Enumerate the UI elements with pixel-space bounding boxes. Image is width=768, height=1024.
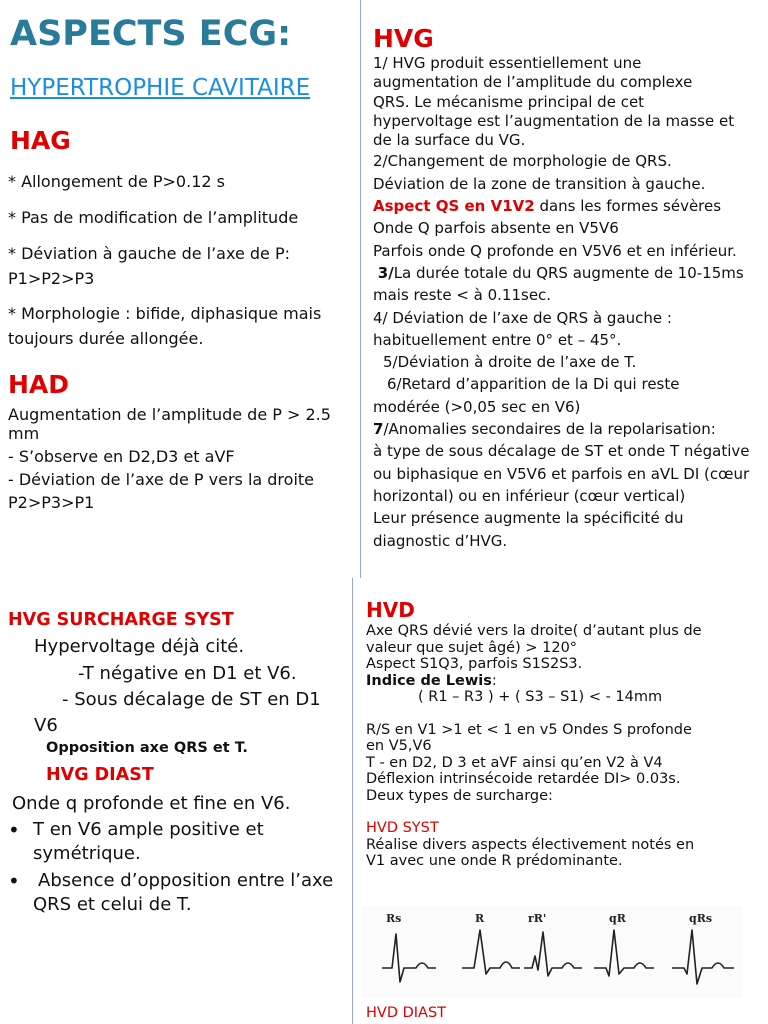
hvg-line: diagnostic d’HVG. [373, 531, 508, 550]
hvd-syst-heading: HVD SYST [366, 820, 439, 836]
hvg-line: 2/Changement de morphologie de QRS. [373, 152, 672, 171]
hvg-qs-aspect: Aspect QS en V1V2 [373, 197, 535, 216]
hvg-line: modérée (>0,05 sec en V6) [373, 397, 581, 416]
ecg-label-qr: qR [609, 912, 626, 925]
hag-item: * Pas de modification de l’amplitude [8, 208, 299, 227]
hvg-line: Onde Q parfois absente en V5V6 [373, 219, 619, 238]
hvd-line: en V5,V6 [366, 738, 432, 754]
ecg-trace-qrs [672, 930, 734, 984]
hvg-syst-line: Hypervoltage déjà cité. [34, 636, 245, 657]
hvg-syst-line: -T négative en D1 et V6. [78, 663, 297, 684]
hvg-line: 4/ Déviation de l’axe de QRS à gauche : [373, 308, 672, 327]
had-line: - Déviation de l’axe de P vers la droite [8, 470, 315, 489]
hvg-syst-line: - Sous décalage de ST en D1 [62, 689, 321, 710]
section-link-hypertrophie[interactable]: HYPERTROPHIE CAVITAIRE [10, 75, 311, 101]
hvg-syst-opposition: Opposition axe QRS et T. [46, 740, 248, 756]
had-section [8, 403, 358, 514]
hag-item: * Allongement de P>0.12 s [8, 172, 225, 191]
hag-item: * Déviation à gauche de l’axe de P: [8, 244, 291, 263]
hag-item: P1>P2>P3 [8, 269, 95, 288]
ecg-label-qrs: qRs [689, 912, 713, 925]
hvg-line: QRS. Le mécanisme principal de cet [373, 92, 645, 111]
ecg-waveform-svg [362, 906, 742, 998]
hvg-line: habituellement entre 0° et – 45°. [373, 330, 622, 349]
hvg-diast-line: Onde q profonde et fine en V6. [12, 793, 291, 814]
hvd-section [366, 623, 761, 870]
hvg-line: de la surface du VG. [373, 131, 526, 150]
hvg-heading: HVG [373, 24, 434, 53]
hvg-line: Parfois onde Q profonde en V5V6 et en inférieur. [373, 241, 737, 260]
hvg-line: horizontal) ou en inférieur (cœur vertical) [373, 486, 686, 505]
column-divider-top [360, 0, 361, 578]
hvg-line: 1/ HVG produit essentiellement une [373, 54, 642, 72]
hvg-line: augmentation de l’amplitude du complexe [373, 73, 693, 92]
ecg-trace-rr [524, 932, 582, 976]
hvg-syst-line: V6 [34, 715, 58, 736]
page-title: ASPECTS ECG: [10, 14, 292, 54]
had-heading: HAD [8, 370, 70, 399]
hvd-line: Aspect S1Q3, parfois S1S2S3. [366, 656, 583, 672]
list-item: • Absence d’opposition entre l’axe QRS et celui de T. [8, 869, 353, 917]
ecg-label-r: R [475, 912, 485, 925]
hvd-line: R/S en V1 >1 et < 1 en v5 Ondes S profonde [366, 721, 692, 738]
hvd-line: V1 avec une onde R prédominante. [366, 853, 623, 869]
ecg-label-rr: rR' [528, 912, 547, 925]
hvg-section [373, 54, 763, 551]
hag-section [8, 171, 358, 349]
list-item: • T en V6 ample positive et symétrique. [8, 818, 353, 866]
hvg-line: 7/Anomalies secondaires de la repolarisation: [373, 420, 716, 439]
hvg-diast-heading: HVG DIAST [46, 765, 154, 785]
ecg-label-rs: Rs [386, 912, 402, 925]
hvg-line: hypervoltage est l’augmentation de la masse et [373, 111, 735, 130]
hvg-line: mais reste < à 0.11sec. [373, 286, 552, 305]
had-line: mm [8, 424, 40, 443]
ecg-trace-rs [382, 934, 436, 982]
ecg-trace-r [462, 930, 520, 974]
had-line: P2>P3>P1 [8, 493, 95, 512]
hvd-lewis-label: Indice de Lewis: [366, 672, 497, 689]
hvd-line: T - en D2, D 3 et aVF ainsi qu’en V2 à V4 [366, 754, 663, 771]
hag-item: * Morphologie : bifide, diphasique mais [8, 304, 322, 323]
hag-item: toujours durée allongée. [8, 329, 204, 348]
hvg-line: Leur présence augmente la spécificité du [373, 509, 684, 528]
hvd-line: Réalise divers aspects électivement notés en [366, 836, 695, 853]
ecg-waveform-figure [362, 906, 742, 998]
hvg-syst-heading: HVG SURCHARGE SYST [8, 610, 234, 630]
hvg-line: Déviation de la zone de transition à gauche. [373, 174, 706, 193]
hvg-line: Aspect QS en V1V2 dans les formes sévères [373, 197, 722, 216]
hvg-line: 5/Déviation à droite de l’axe de T. [383, 353, 637, 372]
hvd-line: Deux types de surcharge: [366, 787, 553, 804]
had-line: - S’observe en D2,D3 et aVF [8, 447, 235, 466]
hvg-diast-list [8, 818, 353, 917]
hvg-line: 6/Retard d’apparition de la Di qui reste [387, 375, 680, 394]
ecg-trace-qr [594, 930, 654, 976]
hvd-line: Déflexion intrinsécoide retardée DI> 0.03s. [366, 771, 681, 787]
had-line: Augmentation de l’amplitude de P > 2.5 [8, 405, 331, 424]
hvd-heading: HVD [366, 598, 415, 622]
hvd-lewis-formula: ( R1 – R3 ) + ( S3 – S1) < - 14mm [418, 689, 663, 705]
hvg-line: 3/La durée totale du QRS augmente de 10-15ms [377, 263, 744, 282]
hag-heading: HAG [10, 126, 71, 155]
column-divider-bottom [352, 578, 353, 1024]
hvg-line: à type de sous décalage de ST et onde T négative [373, 442, 750, 461]
hvd-diast-heading: HVD DIAST [366, 1005, 447, 1021]
hvd-line: valeur que sujet âgé) > 120° [366, 639, 578, 656]
hvd-line: Axe QRS dévié vers la droite( d’autant plus de [366, 623, 702, 639]
hvg-line: ou biphasique en V5V6 et parfois en aVL DI (cœur [373, 464, 750, 483]
